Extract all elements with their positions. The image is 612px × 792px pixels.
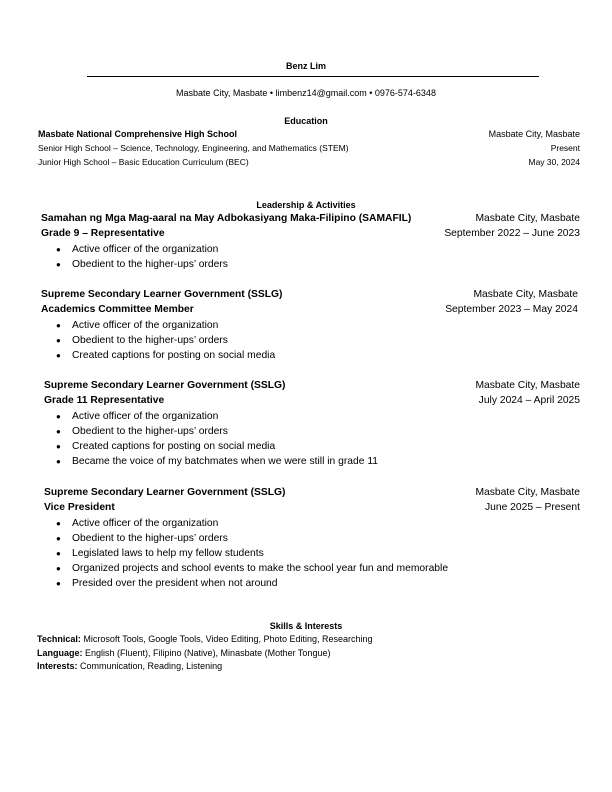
skill-value: Microsoft Tools, Google Tools, Video Editing, Photo Editing, Researching [80,634,373,644]
bullet-item [56,547,264,561]
activity-location: Masbate City, Masbate [475,213,580,224]
bullet-item [56,517,219,531]
skill-label: Language: [37,648,83,658]
bullet-item [56,334,228,348]
bullet-item [56,243,219,257]
bullet-icon: ● [56,579,61,588]
bullet-text: Active officer of the organization [72,518,219,529]
bullet-item [56,455,379,469]
bullet-item [56,425,228,439]
bullet-icon: ● [56,321,61,330]
activity-date: July 2024 – April 2025 [478,395,580,406]
activity-role: Academics Committee Member [41,304,194,315]
bullet-item [56,319,219,333]
bullet-icon: ● [56,336,61,345]
school-name: Masbate National Comprehensive High School [38,129,238,139]
skill-label: Interests: [37,661,78,671]
activity-location: Masbate City, Masbate [475,487,580,498]
activity-org: Supreme Secondary Learner Government (SSLG) [44,380,286,391]
activity-date: June 2025 – Present [484,502,580,513]
bullet-item [56,258,228,272]
bullet-text: Obedient to the higher-ups’ orders [72,426,228,437]
education-program: Senior High School – Science, Technology, Engineering, and Mathematics (STEM) [38,143,349,153]
school-location: Masbate City, Masbate [488,129,580,139]
bullet-item [56,532,228,546]
activity-role: Grade 11 Representative [44,395,165,406]
bullet-item [56,440,276,454]
bullet-icon: ● [56,412,61,421]
activity-org: Supreme Secondary Learner Government (SSLG) [44,487,286,498]
bullet-item [56,349,276,363]
bullet-icon: ● [56,564,61,573]
bullet-text: Active officer of the organization [72,320,219,331]
name-heading: Benz Lim [285,61,326,71]
bullet-text: Organized projects and school events to make the school year fun and memorable [72,563,449,574]
leadership-heading: Leadership & Activities [256,200,356,210]
activity-org: Supreme Secondary Learner Government (SSLG) [41,289,283,300]
education-program: Junior High School – Basic Education Curriculum (BEC) [38,157,249,167]
activity-role: Vice President [44,502,115,513]
bullet-text: Legislated laws to help my fellow students [72,548,264,559]
bullet-icon: ● [56,519,61,528]
bullet-item [56,577,278,591]
bullet-text: Active officer of the organization [72,411,219,422]
education-heading: Education [284,116,328,126]
education-date: May 30, 2024 [528,157,580,167]
skill-label: Technical: [37,634,81,644]
bullet-text: Became the voice of my batchmates when we were still in grade 11 [72,456,379,467]
bullet-text: Obedient to the higher-ups’ orders [72,259,228,270]
activity-location: Masbate City, Masbate [473,289,578,300]
bullet-icon: ● [56,534,61,543]
activity-date: September 2022 – June 2023 [444,228,580,239]
activity-role: Grade 9 – Representative [41,228,165,239]
bullet-text: Active officer of the organization [72,244,219,255]
skill-value: English (Fluent), Filipino (Native), Minasbate (Mother Tongue) [82,648,331,658]
activity-date: September 2023 – May 2024 [445,304,578,315]
bullet-icon: ● [56,351,61,360]
bullet-icon: ● [56,549,61,558]
bullet-text: Presided over the president when not around [72,578,278,589]
header-divider [87,76,539,77]
contact-line: Masbate City, Masbate • limbenz14@gmail.com • 0976-574-6348 [176,88,436,98]
bullet-icon: ● [56,427,61,436]
skills-heading: Skills & Interests [269,621,343,631]
activity-org: Samahan ng Mga Mag-aaral na May Adbokasiyang Maka-Filipino (SAMAFIL) [41,213,412,224]
bullet-item [56,562,449,576]
bullet-icon: ● [56,260,61,269]
activity-location: Masbate City, Masbate [475,380,580,391]
education-date: Present [550,143,580,153]
bullet-text: Created captions for posting on social media [72,350,276,361]
skill-value: Communication, Reading, Listening [77,661,223,671]
bullet-item [56,410,219,424]
bullet-text: Obedient to the higher-ups’ orders [72,335,228,346]
bullet-text: Created captions for posting on social media [72,441,276,452]
bullet-icon: ● [56,245,61,254]
bullet-icon: ● [56,442,61,451]
bullet-text: Obedient to the higher-ups’ orders [72,533,228,544]
bullet-icon: ● [56,457,61,466]
